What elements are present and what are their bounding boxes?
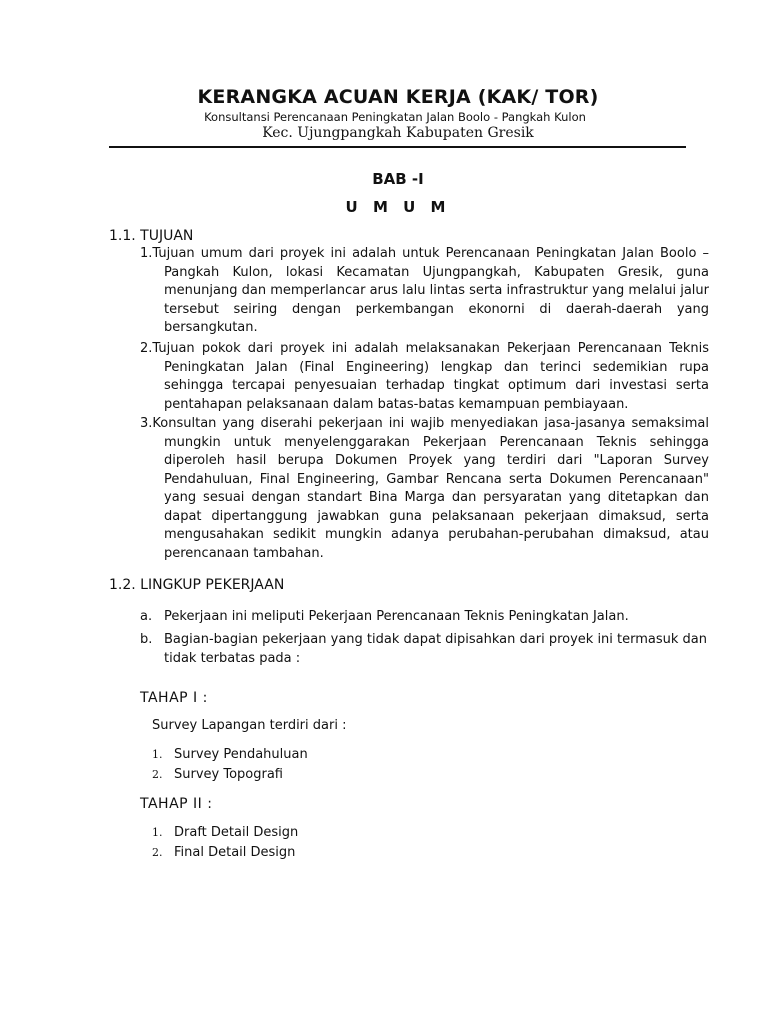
- chapter-name: U M U M: [345, 198, 451, 216]
- tahap-1-list-number: 2.: [152, 768, 163, 781]
- tahap-2-list-item: [152, 823, 298, 842]
- tahap-2-list-number: 1.: [152, 826, 163, 839]
- tujuan-paragraph-3: 3.Konsultan yang diserahi pekerjaan ini wajib menyediakan jasa-jasanya semaksimal mungkin untuk menyelenggarakan Pekerjaan Perencanaan Teknis sehingga diperoleh hasil berupa Dokumen Proyek yang terdiri dari "Laporan Survey Pendahuluan, Final Engineering, Gambar Rencana serta Dokumen Perencanaan" yang sesuai dengan standart Bina Marga dan persyaratan yang ditetapkan dan dapat dipertanggung jawabkan guna pelaksanaan pekerjaan dimaksud, serta mengusahakan sedikit mungkin adanya perubahan-perubahan dimaksud, atau perencanaan tambahan.: [140, 416, 709, 561]
- lingkup-item-a: [140, 607, 712, 626]
- tahap-2-list-number: 2.: [152, 846, 163, 859]
- lingkup-item-a-text: Pekerjaan ini meliputi Pekerjaan Perencanaan Teknis Peningkatan Jalan.: [164, 609, 629, 624]
- tahap-1-list-number: 1.: [152, 748, 163, 761]
- section-heading-lingkup: 1.2. LINGKUP PEKERJAAN: [109, 577, 285, 593]
- tahap-2-heading: TAHAP II :: [140, 796, 213, 812]
- tahap-2-list-text: Final Detail Design: [174, 845, 296, 860]
- lingkup-item-b-text: Bagian-bagian pekerjaan yang tidak dapat dipisahkan dari proyek ini termasuk dan tidak terbatas pada :: [164, 632, 708, 666]
- tujuan-paragraph-2: 2.Tujuan pokok dari proyek ini adalah melaksanakan Pekerjaan Perencanaan Teknis Peningkatan Jalan (Final Engineering) lengkap dan terinci sedemikian rupa sehingga tercapai penyesuaian terhadap tingkat optimum dari investasi serta pentahapan pelaksanaan dalam batas-batas kemampuan pembiayaan.: [140, 341, 709, 412]
- tujuan-paragraph-1: 1.Tujuan umum dari proyek ini adalah untuk Perencanaan Peningkatan Jalan Boolo – Pangkah Kulon, lokasi Kecamatan Ujungpangkah, Kabupaten Gresik, guna menunjang dan memperlancar arus lalu lintas serta infrastruktur yang melalui jalur tersebut seiring dengan perkembangan ekonorni di daerah-daerah yang bersangkutan.: [140, 246, 709, 335]
- tahap-1-list-text: Survey Pendahuluan: [174, 747, 308, 762]
- lingkup-item-a-marker: a.: [140, 609, 153, 624]
- lingkup-item-b-marker: b.: [140, 632, 153, 647]
- tahap-1-list-item: [152, 745, 308, 764]
- lingkup-item-b: [140, 630, 712, 668]
- document-location: Kec. Ujungpangkah Kabupaten Gresik: [262, 125, 534, 141]
- header-divider: [109, 146, 686, 148]
- document-subtitle: Konsultansi Perencanaan Peningkatan Jalan Boolo - Pangkah Kulon: [204, 110, 586, 124]
- chapter-number: BAB -I: [372, 170, 424, 188]
- tahap-1-heading: TAHAP I :: [140, 690, 208, 706]
- tahap-2-list-text: Draft Detail Design: [174, 825, 299, 840]
- tahap-2-list-item: [152, 843, 295, 862]
- section-heading-tujuan: 1.1. TUJUAN: [109, 228, 194, 244]
- tahap-1-list-text: Survey Topografi: [174, 767, 283, 782]
- tahap-1-lead: Survey Lapangan terdiri dari :: [152, 718, 347, 733]
- document-title: KERANGKA ACUAN KERJA (KAK/ TOR): [197, 86, 599, 108]
- tahap-1-list-item: [152, 765, 283, 784]
